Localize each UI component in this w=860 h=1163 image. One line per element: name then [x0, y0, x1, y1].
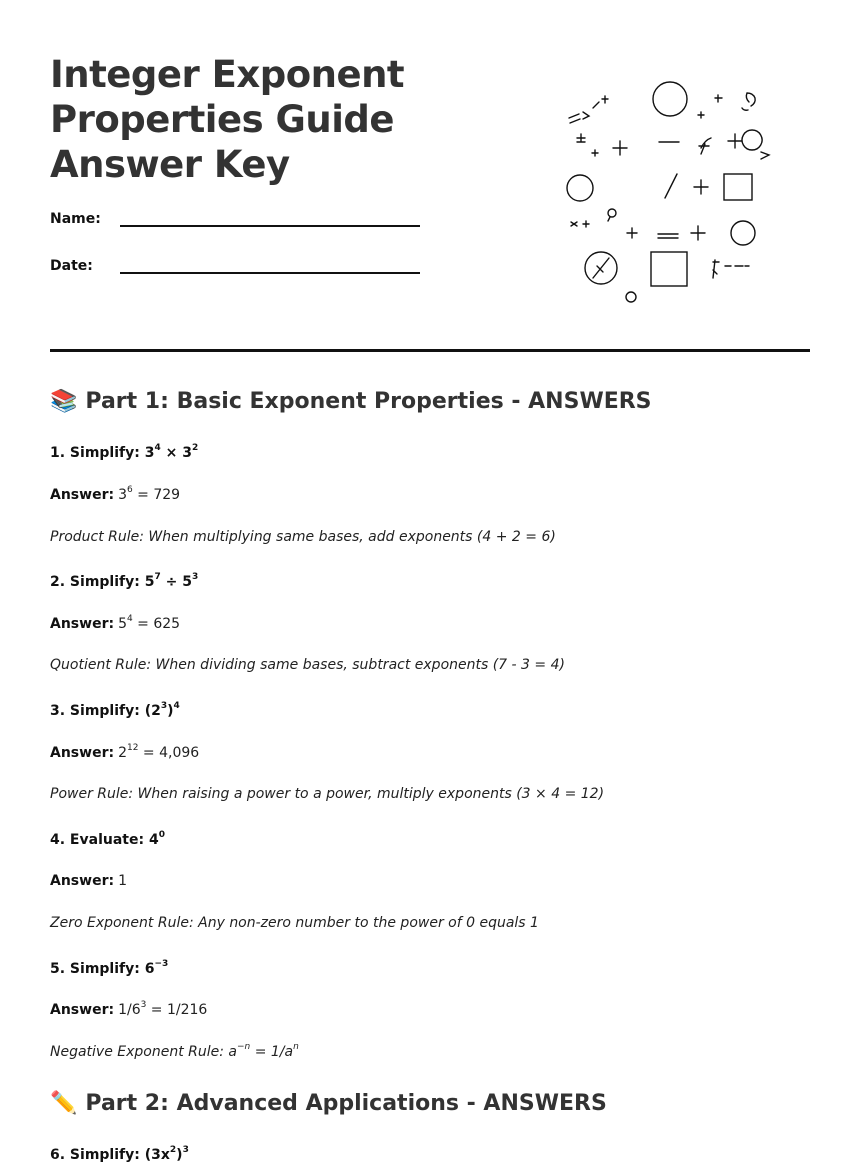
pencil-icon: ✏️ [50, 1091, 78, 1116]
answer-label: Answer: [50, 616, 115, 632]
problem-6-question: 6. Simplify: $(3x^2)^3$ [50, 1145, 189, 1163]
date-field [50, 258, 93, 274]
title-line-3: Answer Key [50, 143, 290, 186]
date-line[interactable] [120, 272, 420, 274]
name-label: Name: [50, 211, 101, 227]
problem-1-rule-note: Product Rule: When multiplying same bases, add exponents (4 + 2 = 6) [50, 529, 556, 545]
section-heading-part-1 [50, 389, 652, 414]
page-title [50, 52, 470, 187]
problem-3-rule-note: Power Rule: When raising a power to a power, multiply exponents (3 × 4 = 12) [50, 786, 605, 802]
title-line-1: Integer Exponent [50, 53, 405, 96]
doodle-symbols [567, 82, 769, 302]
title-line-2: Properties Guide [50, 98, 394, 141]
problem-1-answer: Answer: $3^6 = 729$ [50, 485, 181, 503]
date-label: Date: [50, 258, 93, 274]
problem-4-question: 4. Evaluate: $4^0$ [50, 830, 165, 848]
problem-5-rule-note: Negative Exponent Rule: $a^{-n} = 1/a^n$ [50, 1042, 299, 1060]
problem-3-question: 3. Simplify: $(2^3)^4$ [50, 701, 180, 719]
header-divider [50, 349, 810, 352]
name-line[interactable] [120, 225, 420, 227]
problem-2-rule-note: Quotient Rule: When dividing same bases, subtract exponents (7 - 3 = 4) [50, 657, 565, 673]
answer-label: Answer: [50, 1002, 115, 1018]
problem-4-answer: Answer: 1 [50, 873, 127, 889]
problem-5-question: 5. Simplify: $6^{-3}$ [50, 959, 169, 977]
problem-2-question: 2. Simplify: $5^7 \div 5^3$ [50, 572, 199, 590]
answer-label: Answer: [50, 745, 115, 761]
problem-1-question: 1. Simplify: $3^4 \times 3^2$ [50, 443, 199, 461]
math-doodle-icon [555, 70, 785, 310]
answer-label: Answer: [50, 487, 115, 503]
books-icon: 📚 [50, 389, 78, 414]
section-heading-part-2 [50, 1091, 607, 1116]
name-field [50, 211, 101, 227]
section-title: Part 1: Basic Exponent Properties - ANSWERS [85, 389, 652, 414]
problem-3-answer: Answer: $2^{12} = 4,096$ [50, 743, 200, 761]
problem-2-answer: Answer: $5^4 = 625$ [50, 614, 181, 632]
problem-4-rule-note: Zero Exponent Rule: Any non-zero number to the power of 0 equals 1 [50, 915, 539, 931]
section-title: Part 2: Advanced Applications - ANSWERS [85, 1091, 607, 1116]
problem-5-answer: Answer: $1/6^3 = 1/216$ [50, 1000, 208, 1018]
answer-label: Answer: [50, 873, 115, 889]
